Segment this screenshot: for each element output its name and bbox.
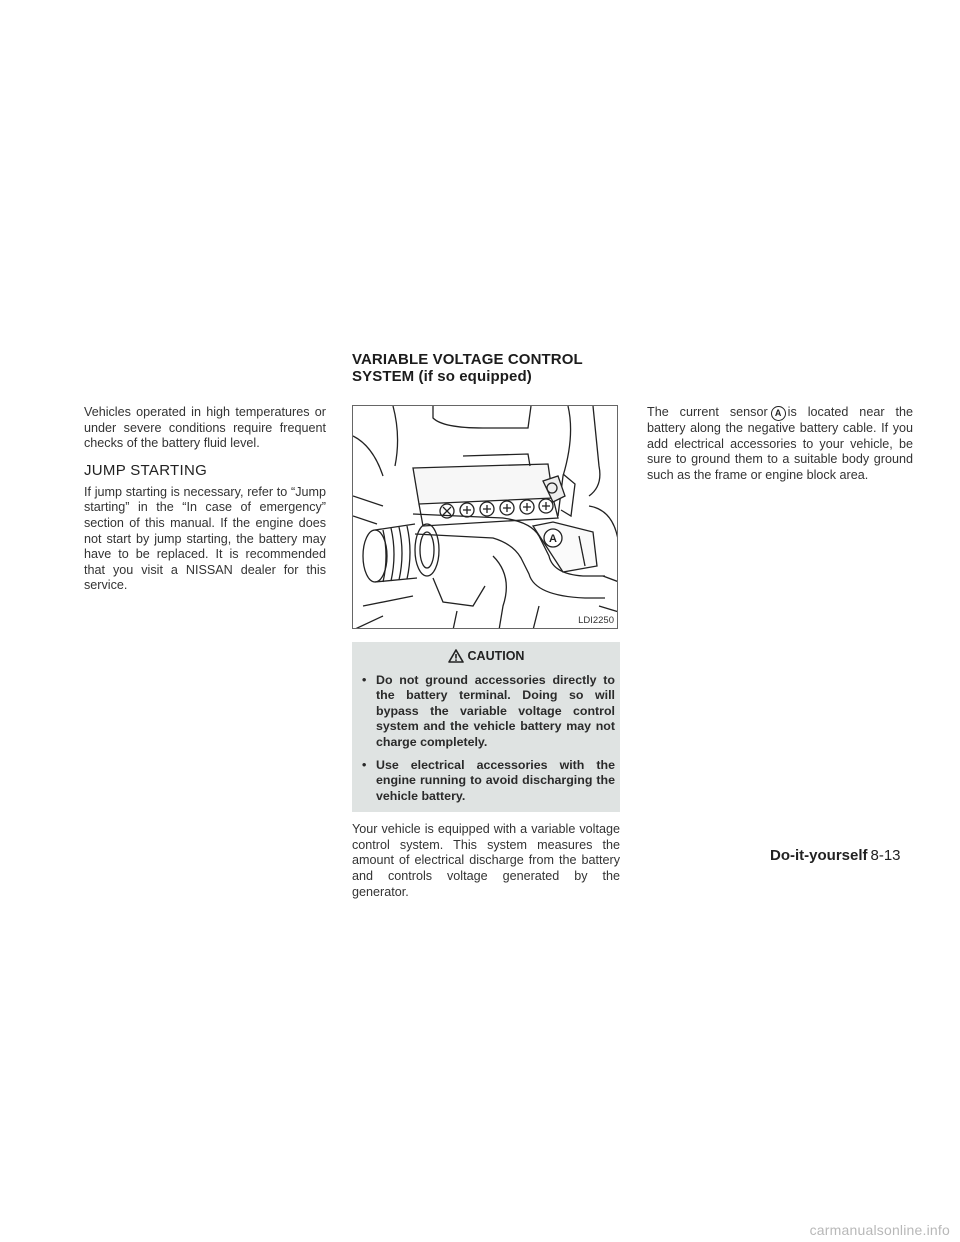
watermark: carmanualsonline.info xyxy=(809,1222,950,1238)
section-heading xyxy=(352,351,752,385)
caution-header xyxy=(357,649,615,663)
caution-item: • Do not ground accessories directly to the battery terminal. Doing so will bypass the variable voltage control system and the vehicle battery may not charge completely. xyxy=(357,673,615,750)
figure-code: LDI2250 xyxy=(578,615,614,626)
figure-callout-a: A xyxy=(549,533,557,545)
jump-starting-paragraph: If jump starting is necessary, refer to “Jump starting” in the “In case of emergency” section of this manual. If the engine does not start by jump starting, the battery may have to be replaced. It is recommended that you visit a NISSAN dealer for this service. xyxy=(84,484,326,593)
section-heading-line2: SYSTEM (if so equipped) xyxy=(352,368,532,385)
engine-bay-illustration xyxy=(353,406,618,629)
caution-label: CAUTION xyxy=(467,649,525,663)
footer-page-number: 8-13 xyxy=(870,847,901,864)
right-column xyxy=(647,405,913,483)
callout-a-icon: A xyxy=(771,406,786,421)
battery-fluid-paragraph: Vehicles operated in high temperatures or under severe conditions require frequent checks of the battery fluid level. xyxy=(84,405,326,451)
middle-column xyxy=(352,405,620,900)
variable-voltage-paragraph: Your vehicle is equipped with a variable voltage control system. This system measures the amount of electrical discharge from the battery and controls voltage generated by the generator. xyxy=(352,822,620,899)
footer-section-name: Do-it-yourself xyxy=(770,847,868,864)
caution-item: • Use electrical accessories with the engine running to avoid discharging the vehicle battery. xyxy=(357,758,615,804)
caution-list xyxy=(357,673,615,804)
current-sensor-text-end: is located near the battery along the negative battery cable. If you add electrical accessories to your vehicle, be sure to ground them to a suitable body ground such as the frame or engine block area. xyxy=(647,405,913,482)
caution-box xyxy=(352,642,620,812)
page-footer xyxy=(770,847,901,864)
section-heading-line1: VARIABLE VOLTAGE CONTROL xyxy=(352,351,583,368)
left-column xyxy=(84,405,326,594)
battery-current-sensor-figure xyxy=(352,405,618,629)
jump-starting-heading: JUMP STARTING xyxy=(84,461,208,479)
current-sensor-text-start: The current sensor xyxy=(647,405,768,419)
warning-triangle-icon xyxy=(448,649,464,663)
current-sensor-paragraph xyxy=(647,405,913,483)
